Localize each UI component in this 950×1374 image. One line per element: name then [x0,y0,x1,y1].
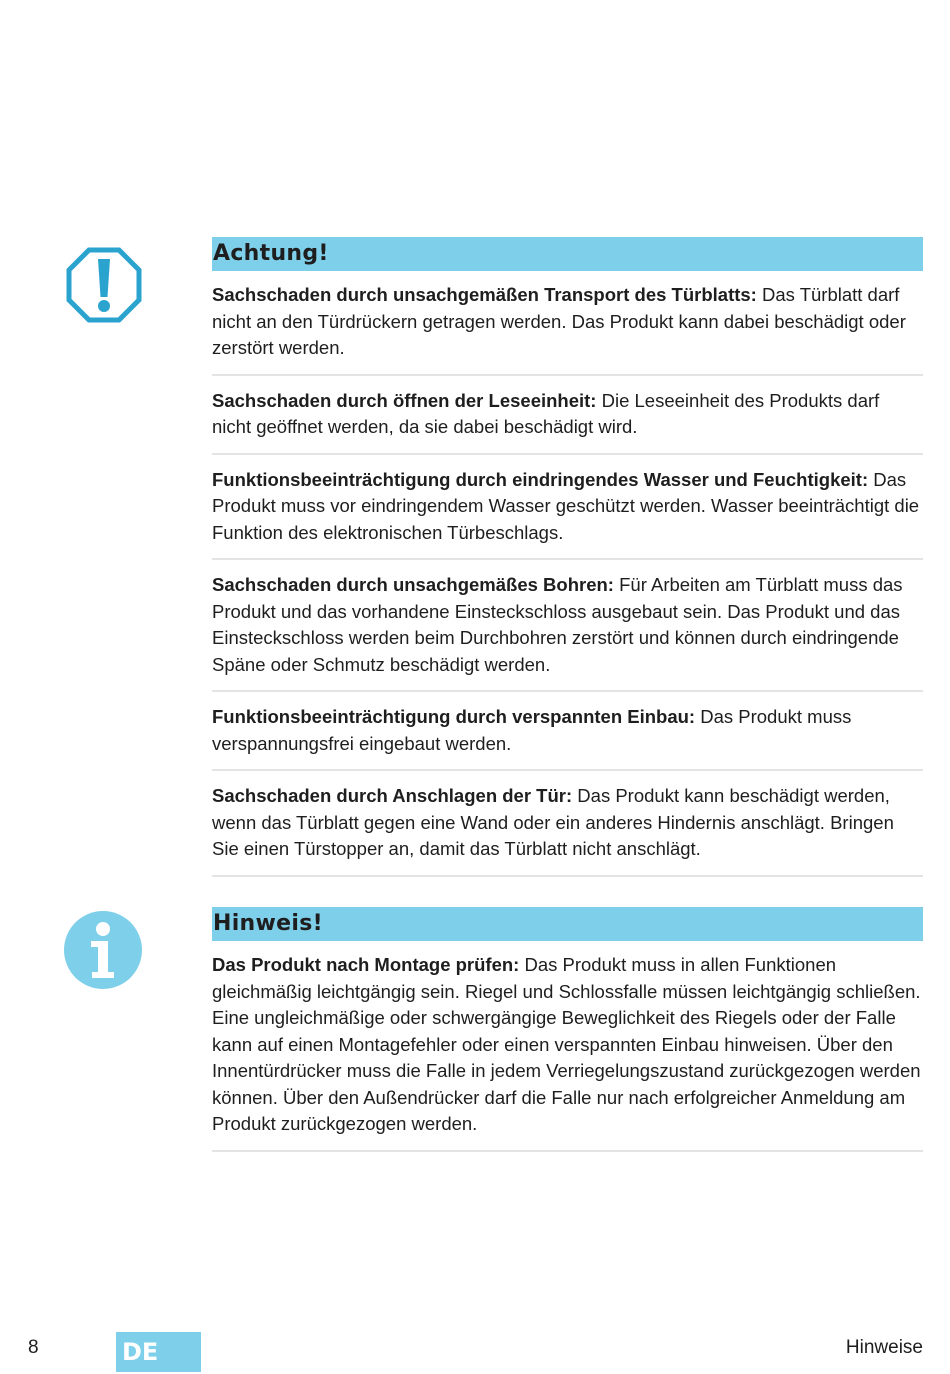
language-badge: DE [116,1332,201,1372]
warning-item [212,455,923,561]
page-number: 8 [28,1337,39,1358]
note-heading: Hinweis! [212,907,923,941]
section-title: Hinweise [845,1337,923,1358]
warning-item-text: Das Produkt kann beschädigt werden, wenn das Türblatt gegen eine Wand oder ein anderes Hindernis anschlägt. Bringen Sie einen Türstopper an, damit das Türblatt nicht anschlägt. [212,785,894,859]
warning-item [212,560,923,692]
warning-octagon-icon [66,247,142,323]
note-item-text: Das Produkt muss in allen Funktionen gleichmäßig leichtgängig sein. Riegel und Schlossfalle müssen leichtgängig schließen. Eine ungleichmäßige oder schwergängige Beweglichkeit des Riegels oder der Falle kann auf einen Montagefehler oder einen verspannten Einbau hinweisen. Über den Innentürdrücker muss die Falle in jedem Verriegelungszustand zurückgezogen werden können. Über den Außendrücker darf die Falle nur nach erfolgreicher Anmeldung am Produkt zurückgezogen werden. [212,954,921,1134]
warning-item-text: Das Produkt muss verspannungsfrei eingebaut werden. [212,706,852,754]
warning-item-title: Sachschaden durch unsachgemäßen Transport des Türblatts: [212,284,757,305]
warning-item-text: Für Arbeiten am Türblatt muss das Produkt und das vorhandene Einsteckschloss ausgebaut sein. Das Produkt und das Einsteckschloss werden beim Durchbohren zerstört und können durch eindringende Späne oder Schmutz beschädigt werden. [212,574,903,675]
warning-item-title: Sachschaden durch Anschlagen der Tür: [212,785,573,806]
warning-item-text: Das Türblatt darf nicht an den Türdrückern getragen werden. Das Produkt kann dabei beschädigt oder zerstört werden. [212,284,906,358]
warning-item [212,771,923,877]
note-item-title: Das Produkt nach Montage prüfen: [212,954,520,975]
warning-item [212,376,923,455]
info-icon [63,910,143,990]
warning-item-title: Funktionsbeeinträchtigung durch eindringendes Wasser und Feuchtigkeit: [212,468,869,490]
warning-item-text: Die Leseeinheit des Produkts darf nicht geöffnet werden, da sie dabei beschädigt wird. [212,389,880,437]
warning-item [212,271,923,376]
warning-notice [212,237,923,877]
warning-item [212,692,923,771]
note-item [212,941,923,1152]
warning-heading: Achtung! [212,237,923,271]
warning-item-title: Sachschaden durch unsachgemäßes Bohren: [212,574,614,595]
warning-item-title: Sachschaden durch öffnen der Leseeinheit: [212,389,597,411]
warning-item-text: Das Produkt muss vor eindringendem Wasser geschützt werden. Wasser beeinträchtigt die Funktion des elektronischen Türbeschlags. [212,468,920,543]
warning-item-title: Funktionsbeeinträchtigung durch verspannten Einbau: [212,706,696,727]
note-notice [212,907,923,1152]
